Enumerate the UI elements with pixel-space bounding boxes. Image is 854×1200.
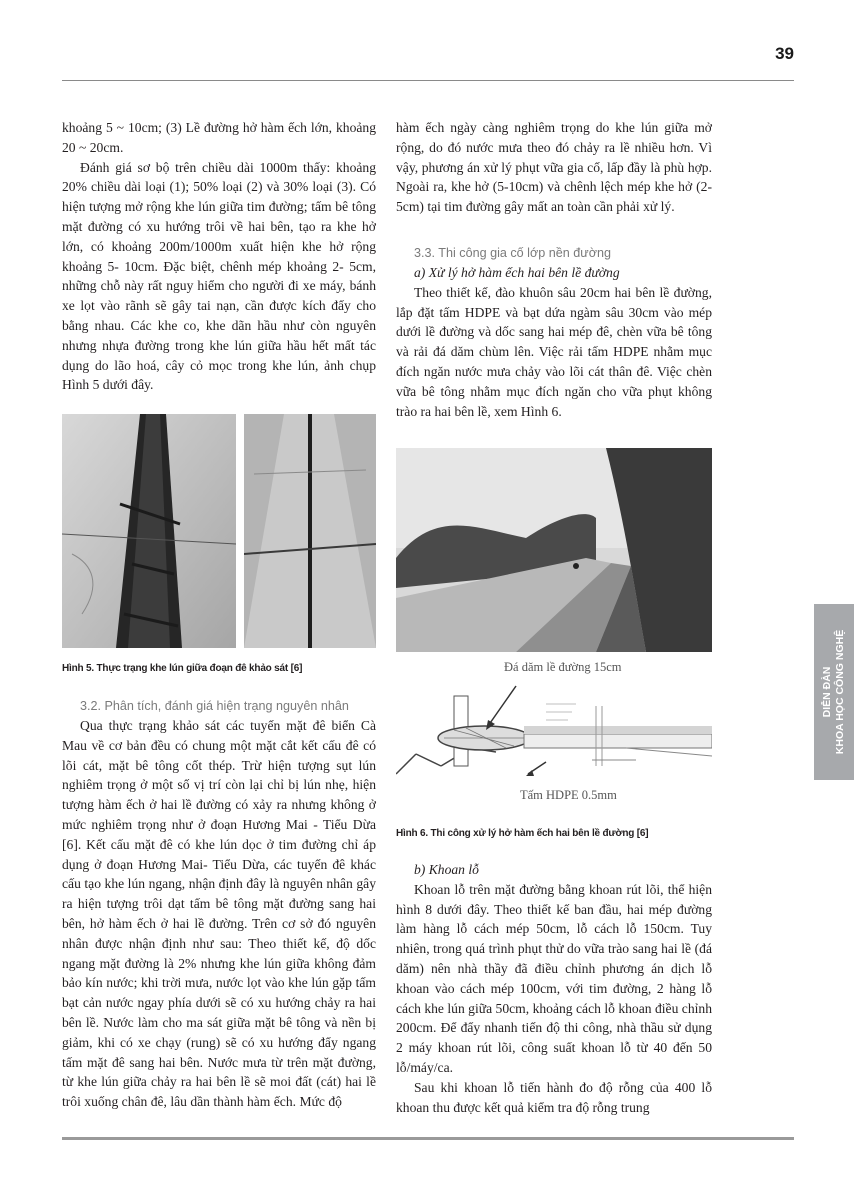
paragraph: hàm ếch ngày càng nghiêm trọng do khe lún giữa mở rộng, do đó nước mưa theo đó chảy ra lề nhiều hơn. Vì vậy, phương án xử lý phụt vữa gia cố, lấp đầy là phù hợp. Ngoài ra, khe hở (5-10cm) và chênh lệch mép khe hở (2-5cm) tại tim đường gây mất an toàn cần phải xử lý. [396, 120, 712, 215]
right-column-middle [396, 244, 712, 421]
side-tab-line2: KHOA HỌC CÔNG NGHỆ [834, 629, 846, 755]
section-heading: 3.2. Phân tích, đánh giá hiện trạng nguyên nhân [80, 699, 349, 713]
left-column-bottom [62, 697, 376, 1112]
paragraph: Theo thiết kế, đào khuôn sâu 20cm hai bên lề đường, lắp đặt tấm HDPE và bạt dứa ngàm sâu 30cm vào mép dưới lề đường và dốc sang hai mép đê, chèn vữa bê tông và rải đá dăm chùm lên. Việc rải tấm HDPE nhằm mục đích ngăn nước mưa chảy vào lõi cát thân đê. Việc chèn vữa bê tông nhằm mục đích ngăn cho vữa phụt không trào ra hai bên lề, xem Hình 6. [396, 284, 712, 419]
paragraph: Đánh giá sơ bộ trên chiều dài 1000m thấy: khoảng 20% chiều dài loại (1); 50% loại (2) và 30% loại (3). Có hiện tượng mở rộng khe lún giữa tim đường; tấm bê tông mặt đường có xu hướng trôi về hai bên, tạo ra khe hở lớn, có khoảng 200m/1000m xuất hiện khe hở rộng khoảng 5- 10cm. Đặc biệt, chênh mép khoảng 2- 5cm, những chỗ này rất nguy hiểm cho người đi xe máy, bánh xe lọt vào rãnh sẽ gây tai nạn, cần được kích đẩy cho bằng nhau. Các khe co, khe dãn hầu như còn nguyên nhưng nhựa đường trong khe lún giữa hầu hết mất tác dụng do lão hoá, cây cỏ mọc trong khe lún, ảnh chụp Hình 5 dưới đây. [62, 159, 376, 393]
diagram-label-bottom: Tấm HDPE 0.5mm [520, 788, 617, 802]
paragraph: Sau khi khoan lỗ tiến hành đo độ rỗng của 400 lỗ khoan thu được kết quả kiểm tra độ rỗng trung [396, 1079, 712, 1115]
left-column-top [62, 118, 376, 395]
section-heading: 3.3. Thi công gia cố lớp nền đường [414, 246, 611, 260]
paragraph: khoảng 5 ~ 10cm; (3) Lề đường hở hàm ếch lớn, khoảng 20 ~ 20cm. [62, 120, 376, 155]
subsection-heading: a) Xử lý hở hàm ếch hai bên lề đường [414, 265, 620, 280]
figure6-diagram [396, 656, 712, 808]
page-number: 39 [775, 44, 794, 63]
subsection-heading: b) Khoan lỗ [414, 862, 479, 877]
figure6-caption: Hình 6. Thi công xử lý hở hàm ếch hai bên lề đường [6] [396, 828, 649, 839]
side-tab-line1: DIỄN ĐÀN [821, 666, 833, 718]
paragraph: Qua thực trạng khảo sát các tuyến mặt đê biển Cà Mau về cơ bản đều có chung một mặt cắt kết cấu đê có lõi cát, mặt bê tông cốt thép. Trừ hiện tượng sụt lún nghiêm trọng ở một số vị trí còn lại chỉ bị lún nhẹ, hiện tượng hàm ếch ở hai lề đường có xảy ra nhưng không ở mức nghiêm trọng như ở đoạn Hương Mai - Tiểu Dừa [6]. Kết cấu mặt đê có khe lún dọc ở tim đường chỉ áp dụng ở đoạn Hương Mai- Tiểu Dừa, các tuyến đê khác cấu tạo khe lún ngang, nhận định đây là nguyên nhân gây ra hiện tượng trôi dạt tấm bê tông mặt đường sang hai bên, hở hàm ếch ở hai lề đường. Trên cơ sở đó nguyên nhân được nhận định như sau: Theo thiết kế, độ dốc ngang mặt đường là 2% nhưng khe lún giữa không đảm bảo kín nước; khi trời mưa, nước lọt vào khe lún gặp tấm bạt cản nước ngay phía dưới sẽ có xu hướng chảy ra hai bên lề. Nước làm cho ma sát giữa mặt bê tông và nền bị giảm, khi có xe chạy (rung) sẽ có xu hướng đẩy ngang tấm mặt đê sang hai bên. Nước mưa từ trên mặt đường, từ khe lún giữa chảy ra hai bên lề sẽ moi đất (cát) hai lề trôi xuống chân đê, lâu dần thành hàm ếch. Mức độ [62, 718, 376, 1110]
right-column-top [396, 118, 712, 217]
footer-rule [62, 1137, 794, 1140]
header-rule [62, 80, 794, 81]
paragraph: Khoan lỗ trên mặt đường bằng khoan rút lõi, thể hiện hình 8 dưới đây. Theo thiết kế ban đầu, hai mép đường làm hàng lỗ cách mép 50cm, lỗ cách lỗ 150cm. Tuy nhiên, trong quá trình phụt thử do vữa trào sang hai lề (đá dăm) nên nhà thầy đã điều chỉnh phương án dịch lỗ khoan vào cách mép 100cm, với tim đường, 2 hàng lỗ cách khe lún giữa 50cm, khoảng cách lỗ khoan điều chỉnh 200cm. Để đẩy nhanh tiến độ thi công, nhà thầu sử dụng 2 máy khoan rút lõi, công suất khoan lỗ từ 40 đến 50 lỗ/máy/ca. [396, 881, 712, 1075]
figure6-photo [396, 448, 712, 652]
section-side-tab [814, 604, 854, 780]
figure5-caption: Hình 5. Thực trạng khe lún giữa đoạn đê khảo sát [6] [62, 663, 303, 674]
figure5-photo-right [244, 414, 376, 648]
diagram-label-top: Đá dăm lề đường 15cm [504, 660, 622, 674]
figure5-photo-left [62, 414, 236, 648]
right-column-bottom [396, 860, 712, 1117]
